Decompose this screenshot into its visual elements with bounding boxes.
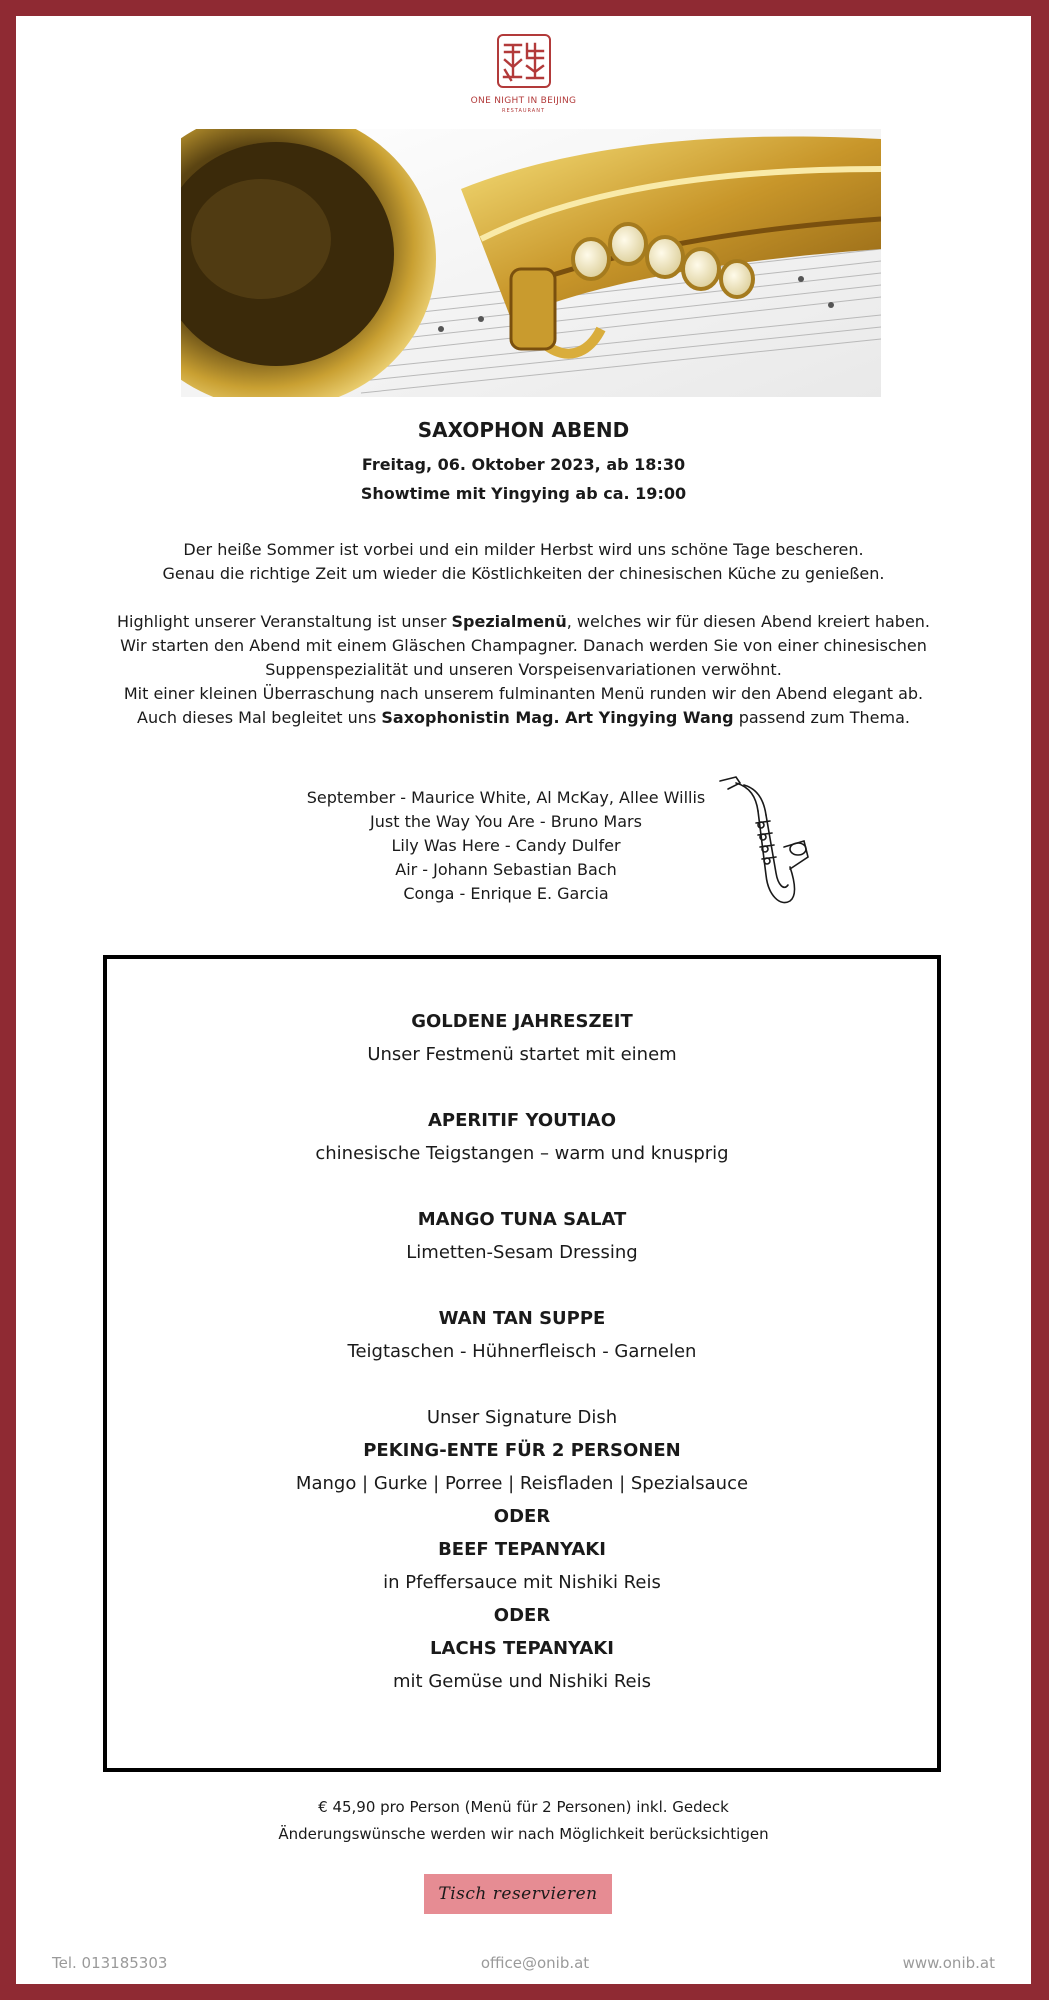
artist-name: Saxophonistin Mag. Art Yingying Wang [381,708,734,727]
pricing-info [16,1794,1031,1848]
details-text: Auch dieses Mal begleitet uns [137,708,382,727]
course-description: Limetten-Sesam Dressing [406,1242,638,1263]
menu-content [107,1005,937,1698]
main-course-description: Mango | Gurke | Porree | Reisfladen | Spezialsauce [295,1473,749,1494]
reserve-table-button[interactable]: Tisch reservieren [424,1874,612,1914]
menu-heading-sub: Unser Festmenü startet mit einem [367,1044,677,1065]
main-course-description: mit Gemüse und Nishiki Reis [393,1671,651,1692]
song-item: Air - Johann Sebastian Bach [395,860,617,879]
event-title: SAXOPHON ABEND [417,418,630,442]
main-course-title: LACHS TEPANYAKI [430,1638,614,1659]
footer-phone-link[interactable]: Tel. 013185303 [52,1954,168,1972]
or-divider: ODER [493,1605,551,1626]
logo-name: ONE NIGHT IN BEIJING [470,96,577,106]
details-line-1 [96,610,951,634]
special-menu-highlight: Spezialmenü [451,612,567,631]
signature-label: Unser Signature Dish [426,1407,618,1428]
song-list [16,786,1031,906]
details-line-3: Mit einer kleinen Überraschung nach unserem fulminanten Menü runden wir den Abend elegant ab. [123,684,924,703]
song-item: Just the Way You Are - Bruno Mars [370,812,642,831]
event-showtime: Showtime mit Yingying ab ca. 19:00 [360,484,687,503]
saxophone-sketch-icon [714,775,814,915]
song-item: September - Maurice White, Al McKay, Allee Willis [306,788,706,807]
restaurant-logo[interactable] [16,34,1031,114]
event-date: Freitag, 06. Oktober 2023, ab 18:30 [361,455,686,474]
price-line: € 45,90 pro Person (Menü für 2 Personen) inkl. Gedeck [318,1798,729,1816]
footer-website-link[interactable]: www.onib.at [902,1954,995,1972]
intro-paragraph [96,538,951,586]
main-course-title: PEKING-ENTE FÜR 2 PERSONEN [363,1440,681,1461]
intro-line-2: Genau die richtige Zeit um wieder die Köstlichkeiten der chinesischen Küche zu genießen. [162,564,885,583]
details-text: passend zum Thema. [733,708,910,727]
course-description: Teigtaschen - Hühnerfleisch - Garnelen [347,1341,697,1362]
menu-heading: GOLDENE JAHRESZEIT [411,1011,633,1032]
details-line-2: Wir starten den Abend mit einem Gläschen Champagner. Danach werden Sie von einer chinesischen Suppenspezialität und unseren Vorspeisenvariationen verwöhnt. [120,636,927,679]
song-item: Conga - Enrique E. Garcia [403,884,609,903]
details-text: , welches wir für diesen Abend kreiert haben. [566,612,931,631]
price-note: Änderungswünsche werden wir nach Möglichkeit berücksichtigen [278,1825,769,1843]
main-course-description: in Pfeffersauce mit Nishiki Reis [383,1572,661,1593]
footer [52,1954,995,1972]
menu-box [103,955,941,1772]
newsletter-page [16,16,1031,1984]
song-item: Lily Was Here - Candy Dulfer [391,836,621,855]
main-course-title: BEEF TEPANYAKI [438,1539,606,1560]
course-description: chinesische Teigstangen – warm und knusprig [315,1143,729,1164]
hero-saxophone-image [181,129,881,397]
course-title: MANGO TUNA SALAT [417,1209,627,1230]
course-title: WAN TAN SUPPE [438,1308,606,1329]
course-title: APERITIF YOUTIAO [427,1110,617,1131]
footer-email-link[interactable]: office@onib.at [480,1954,590,1972]
logo-seal-icon [497,34,551,88]
details-text: Highlight unserer Veranstaltung ist unser [116,612,452,631]
details-paragraph [96,610,951,730]
logo-subtitle: RESTAURANT [501,108,546,114]
details-line-4 [96,706,951,730]
intro-line-1: Der heiße Sommer ist vorbei und ein milder Herbst wird uns schöne Tage bescheren. [183,540,864,559]
or-divider: ODER [493,1506,551,1527]
